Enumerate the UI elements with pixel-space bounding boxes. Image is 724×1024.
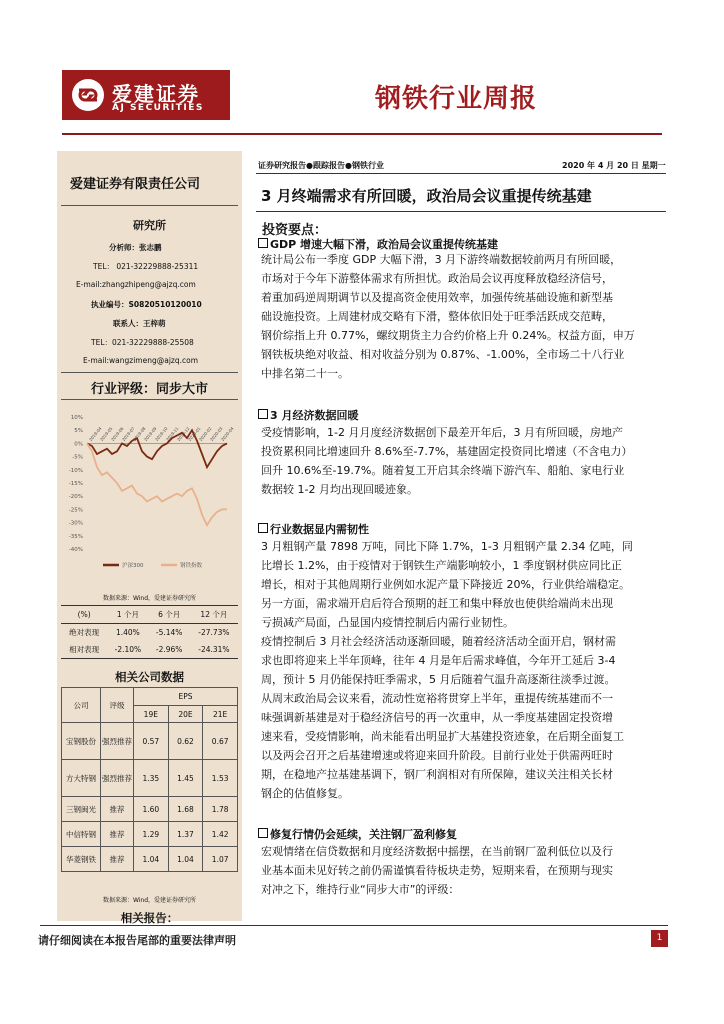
paragraph-line: 着重加码逆周期调节以及提高资金使用效率，加强传统基础设施和新型基 bbox=[261, 291, 613, 304]
section-body bbox=[261, 250, 669, 383]
paragraph-line: 投资累积同比增速回升 8.6%至-7.7%，基建固定投资同比增速（不含电力） bbox=[261, 445, 633, 458]
paragraph-line: 数据较 1-2 月均出现回暖迹象。 bbox=[261, 483, 418, 496]
paragraph-line: 亏损减产局面，凸显国内疫情控制后内需行业韧性。 bbox=[261, 616, 514, 629]
x-tick-label: 2019-08 bbox=[131, 426, 147, 443]
related-reports-title: 相关报告： bbox=[120, 911, 179, 925]
legend-label: 钢铁指数 bbox=[180, 563, 203, 569]
paragraph-line: 受疫情影响，1-2 月月度经济数据创下最差开年后，3 月有所回暖，房地产 bbox=[261, 426, 623, 439]
paragraph-line: 业基本面未见好转之前仍需谨慎看待板块走势，短期来看，在预期与现实 bbox=[261, 864, 613, 877]
table-header-row bbox=[62, 688, 238, 706]
y-tick-label: 5% bbox=[74, 428, 83, 435]
related-companies-title: 相关公司数据 bbox=[115, 670, 184, 684]
price-chart bbox=[65, 409, 235, 579]
section-title-text: 行业数据显内需韧性 bbox=[270, 523, 369, 536]
sidebar-divider bbox=[61, 399, 238, 400]
perf-header-6m: 6 个月 bbox=[149, 606, 190, 624]
eps-cell: 0.57 bbox=[134, 723, 169, 760]
eps-cell: 1.07 bbox=[203, 847, 238, 872]
paragraph-line: 回升 10.6%至-19.7%。随着复工开启其余终端下游汽车、船舶、家电行业 bbox=[261, 464, 625, 477]
paragraph-line: 以及两会召开之后基建增速或将迎来回升阶段。目前行业处于供需两旺时 bbox=[261, 749, 613, 762]
headline: 3 月终端需求有所回暖，政治局会议重提传统基建 bbox=[261, 187, 592, 205]
x-tick-label: 2019-09 bbox=[142, 426, 158, 443]
checkbox-icon bbox=[258, 523, 268, 533]
logo-emblem-icon bbox=[70, 77, 106, 113]
x-tick-label: 2020-03 bbox=[208, 426, 224, 443]
sidebar-divider bbox=[61, 205, 238, 206]
eps-cell: 1.04 bbox=[134, 847, 169, 872]
rating-cell: 推荐 bbox=[101, 797, 134, 822]
eps-cell: 1.42 bbox=[203, 822, 238, 847]
paragraph-line: 钢铁板块绝对收益、相对收益分别为 0.87%、-1.00%，全市场二十八行业 bbox=[261, 348, 625, 361]
company-logo bbox=[62, 70, 230, 120]
paragraph-line: 增长，相对于其他周期行业例如水泥产量下降接近 20%，行业供给端稳定。 bbox=[261, 578, 630, 591]
perf-header-1m: 1 个月 bbox=[107, 606, 148, 624]
performance-table bbox=[61, 605, 238, 659]
industry-rating: 行业评级：同步大市 bbox=[90, 382, 208, 397]
breadcrumb: 证券研究报告●跟踪报告●钢铁行业 bbox=[258, 161, 384, 170]
department-label: 研究所 bbox=[133, 219, 166, 232]
page-number: 1 bbox=[651, 930, 668, 947]
paragraph-line: 味强调新基建是对于稳经济信号的再一次重申，从一季度基建固定投资增 bbox=[261, 711, 613, 724]
paragraph-line: 速来看，受疫情影响，尚未能看出明显扩大基建投资迹象，在后期全面复工 bbox=[261, 730, 624, 743]
perf-cell: 1.40% bbox=[115, 628, 140, 637]
paragraph-line: 3 月粗钢产量 7898 万吨，同比下降 1.7%，1-3 月粗钢产量 2.34 亿吨，同 bbox=[261, 540, 633, 553]
x-tick-label: 2019-06 bbox=[109, 426, 125, 443]
table-row bbox=[62, 760, 238, 797]
perf-row-label: 相对表现 bbox=[61, 641, 107, 659]
y-tick-label: -40% bbox=[68, 547, 83, 553]
y-tick-label: -35% bbox=[68, 533, 83, 540]
eps-cell: 0.62 bbox=[168, 723, 203, 760]
col-21e: 21E bbox=[203, 706, 238, 723]
certificate-number: 执业编号：S0820510120010 bbox=[91, 300, 202, 309]
perf-cell: -27.73% bbox=[198, 628, 230, 637]
section-title-text: 修复行情仍会延续，关注钢厂盈利修复 bbox=[270, 828, 457, 841]
contact-name: 联系人：王梓萌 bbox=[113, 319, 166, 328]
table-row bbox=[62, 822, 238, 847]
paragraph-line: 宏观情绪在信贷数据和月度经济数据中摇摆，在当前钢厂盈利低位以及行 bbox=[261, 845, 613, 858]
paragraph-line: 统计局公布一季度 GDP 大幅下滑，3 月下游终端数据较前两月有所回暖， bbox=[261, 253, 622, 266]
paragraph-line: 钢价综指上升 0.77%，螺纹期货主力合约价格上升 0.24%。权益方面，申万 bbox=[261, 329, 635, 342]
logo-english-name: AJ SECURITIES bbox=[112, 103, 204, 113]
eps-cell: 1.68 bbox=[168, 797, 203, 822]
section-body bbox=[261, 842, 669, 899]
y-tick-label: -10% bbox=[68, 467, 83, 474]
eps-cell: 1.60 bbox=[134, 797, 169, 822]
x-tick-label: 2019-10 bbox=[153, 426, 169, 443]
eps-cell: 1.37 bbox=[168, 822, 203, 847]
y-tick-label: -15% bbox=[68, 481, 83, 487]
perf-header-12m: 12 个月 bbox=[190, 606, 238, 624]
key-points-title: 投资要点： bbox=[262, 223, 328, 238]
sidebar bbox=[57, 151, 242, 925]
eps-cell: 0.67 bbox=[203, 723, 238, 760]
col-20e: 20E bbox=[168, 706, 203, 723]
analyst-name: 分析师：张志鹏 bbox=[109, 243, 162, 252]
sidebar-divider bbox=[61, 372, 238, 373]
table-row bbox=[61, 624, 238, 642]
x-tick-label: 2020-04 bbox=[219, 426, 235, 443]
paragraph-line: 对冲之下，维持行业“同步大市”的评级： bbox=[261, 883, 460, 896]
performance-header bbox=[61, 606, 238, 624]
x-tick-label: 2019-05 bbox=[98, 426, 114, 443]
contact-tel: TEL：021-32229888-25508 bbox=[91, 338, 194, 347]
y-tick-label: 0% bbox=[74, 441, 83, 448]
paragraph-line: 础设施投资。上周建材成交略有下滑，整体依旧处于旺季活跃成交范畴， bbox=[261, 310, 613, 323]
paragraph-line: 比增长 1.2%，由于疫情对于钢铁生产端影响较小，1 季度钢材供应同比正 bbox=[261, 559, 622, 572]
paragraph-line: 求也即将迎来上半年顶峰，往年 4 月是年后需求峰值，今年开工延后 3-4 bbox=[261, 654, 616, 667]
y-tick-label: -30% bbox=[68, 520, 83, 527]
perf-cell: -24.31% bbox=[190, 641, 238, 659]
checkbox-icon bbox=[258, 828, 268, 838]
paragraph-line: 中排名第二十一。 bbox=[261, 367, 349, 380]
series-line-2 bbox=[87, 443, 227, 525]
rating-cell: 推荐 bbox=[101, 847, 134, 872]
rating-cell: 强烈推荐 bbox=[101, 723, 134, 760]
rating-cell: 强烈推荐 bbox=[101, 760, 134, 797]
footer-divider bbox=[40, 925, 668, 926]
breadcrumb-divider bbox=[256, 173, 666, 174]
perf-header-unit: (%) bbox=[61, 606, 107, 624]
perf-cell: -2.96% bbox=[149, 641, 190, 659]
analyst-email[interactable]: E-mail:zhangzhipeng@ajzq.com bbox=[76, 280, 196, 289]
x-tick-label: 2020-01 bbox=[186, 426, 202, 443]
section-title bbox=[258, 826, 457, 842]
checkbox-icon bbox=[258, 238, 268, 248]
paragraph-line: 市场对于今年下游整体需求有所担忧。政治局会议再度释放稳经济信号， bbox=[261, 272, 613, 285]
paragraph-line: 钢企的估值修复。 bbox=[261, 787, 349, 800]
y-tick-label: -5% bbox=[72, 454, 83, 461]
table-row bbox=[62, 723, 238, 760]
checkbox-icon bbox=[258, 409, 268, 419]
eps-cell: 1.35 bbox=[134, 760, 169, 797]
perf-cell: -5.14% bbox=[155, 628, 183, 637]
eps-cell: 1.04 bbox=[168, 847, 203, 872]
legend-label: 沪深300 bbox=[122, 563, 144, 569]
section-title-text: 3 月经济数据回暖 bbox=[270, 409, 359, 422]
company-name: 爱建证券有限责任公司 bbox=[70, 177, 201, 192]
section-body bbox=[261, 423, 669, 499]
col-19e: 19E bbox=[134, 706, 169, 723]
logo-chinese-name: 爱建证券 bbox=[112, 82, 200, 106]
table-row bbox=[62, 797, 238, 822]
paragraph-line: 从周末政治局会议来看，流动性宽裕将贯穿上半年，重提传统基建而不一 bbox=[261, 692, 613, 705]
related-companies-table bbox=[61, 687, 238, 872]
paragraph-line: 疫情控制后 3 月社会经济活动逐渐回暖，随着经济活动全面开启，钢材需 bbox=[261, 635, 616, 648]
x-tick-label: 2019-04 bbox=[87, 426, 103, 443]
y-tick-label: -25% bbox=[68, 507, 83, 514]
eps-cell: 1.29 bbox=[134, 822, 169, 847]
chart-source-note: 数据来源：Wind，爱建证券研究所 bbox=[102, 595, 197, 602]
x-tick-label: 2019-12 bbox=[175, 426, 191, 443]
y-tick-label: -20% bbox=[68, 494, 83, 501]
col-rating: 评级 bbox=[101, 688, 134, 723]
company-cell: 华菱钢铁 bbox=[62, 847, 101, 872]
section-title bbox=[258, 407, 358, 423]
company-cell: 宝钢股份 bbox=[62, 723, 101, 760]
eps-cell: 1.53 bbox=[203, 760, 238, 797]
legal-disclaimer: 请仔细阅读在本报告尾部的重要法律声明 bbox=[38, 934, 236, 947]
company-cell: 方大特钢 bbox=[62, 760, 101, 797]
perf-row-label: 绝对表现 bbox=[69, 628, 100, 637]
report-date: 2020 年 4 月 20 日 星期一 bbox=[562, 161, 666, 170]
headline-divider bbox=[256, 211, 666, 212]
eps-cell: 1.45 bbox=[168, 760, 203, 797]
col-eps: EPS bbox=[134, 688, 238, 706]
table-row bbox=[61, 641, 238, 659]
paragraph-line: 周，预计 5 月仍能保持旺季需求，5 月后随着气温升高逐渐往淡季过渡。 bbox=[261, 673, 616, 686]
x-tick-label: 2019-07 bbox=[120, 426, 136, 443]
report-title: 钢铁行业周报 bbox=[375, 84, 538, 114]
col-company: 公司 bbox=[62, 688, 101, 723]
section-body bbox=[261, 537, 669, 803]
paragraph-line: 另一方面，需求端开启后符合预期的赶工和集中释放也使供给端尚未出现 bbox=[261, 597, 613, 610]
header-divider bbox=[62, 133, 662, 135]
company-cell: 中信特钢 bbox=[62, 822, 101, 847]
x-tick-label: 2019-11 bbox=[164, 426, 180, 443]
contact-email[interactable]: E-mail:wangzimeng@ajzq.com bbox=[83, 356, 199, 365]
eps-cell: 1.78 bbox=[203, 797, 238, 822]
company-cell: 三钢闽光 bbox=[62, 797, 101, 822]
rating-cell: 推荐 bbox=[101, 822, 134, 847]
table-source-note: 数据来源：Wind，爱建证券研究所 bbox=[102, 897, 197, 904]
paragraph-line: 期，在稳地产拉基建基调下，钢厂利润相对有所保障，建议关注相关长材 bbox=[261, 768, 613, 781]
perf-cell: -2.10% bbox=[107, 641, 148, 659]
section-title-text: GDP 增速大幅下滑，政治局会议重提传统基建 bbox=[270, 238, 499, 251]
analyst-tel: TEL： 021-32229888-25311 bbox=[93, 262, 199, 271]
table-row bbox=[62, 847, 238, 872]
y-tick-label: 10% bbox=[70, 415, 83, 421]
section-title bbox=[258, 521, 369, 537]
x-tick-label: 2020-02 bbox=[197, 426, 213, 443]
